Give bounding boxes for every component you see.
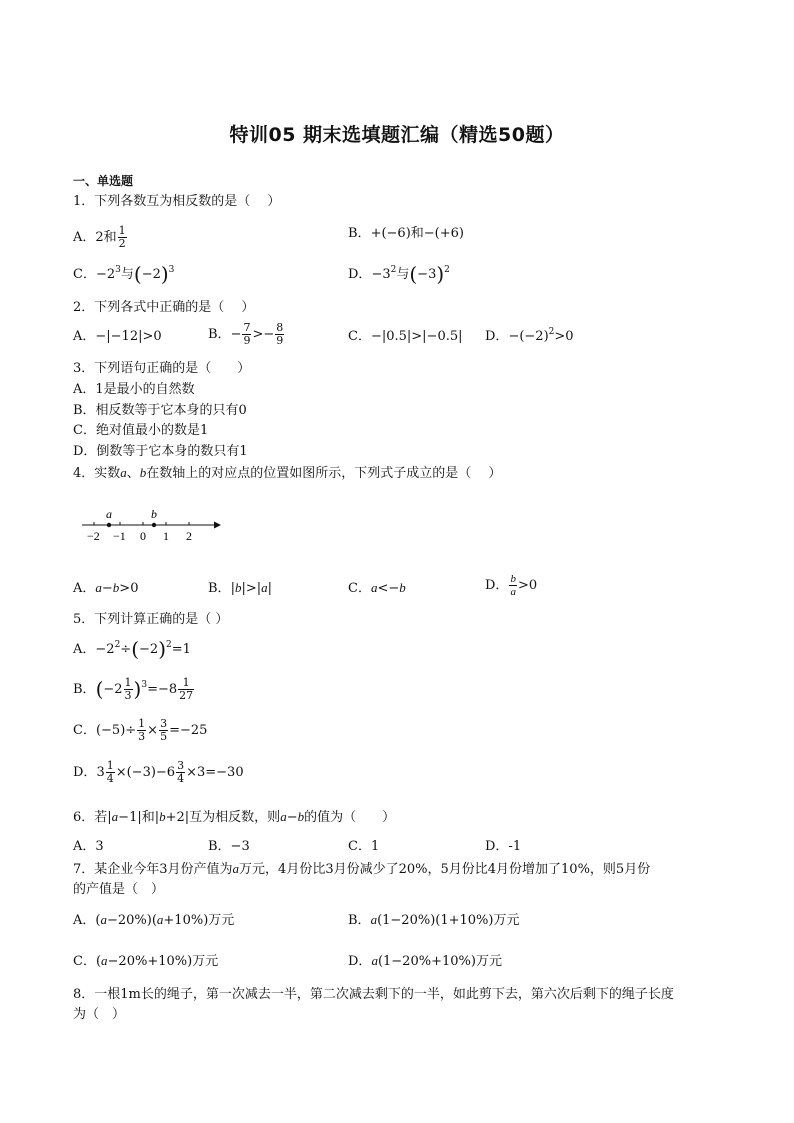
tick-label-neg2: −2 (87, 529, 100, 543)
q1-stem: 1．下列各数互为相反数的是（ ） (73, 194, 281, 209)
q7-option-d[interactable]: D．a(1−20%+10%)万元 (348, 953, 502, 969)
q7-option-c[interactable]: C．(a−20%+10%)万元 (73, 953, 219, 969)
q6-stem: 6．若|a−1|和|b+2|互为相反数，则a−b的值为（ ） (73, 809, 396, 825)
q1-option-d[interactable]: D．$-3^2$与$(-3)^2$ (348, 262, 450, 286)
q2-option-c[interactable]: C．−|0.5|>|−0.5| (348, 329, 463, 344)
q8-stem-line1: 8．一根1m长的绳子，第一次减去一半，第二次减去剩下的一半，如此剪下去，第六次后剩下的绳子长度 (73, 987, 674, 1002)
q6-option-c[interactable]: C．1 (348, 839, 380, 854)
q7-stem-line2: 的产值是（ ） (73, 882, 165, 897)
q5-option-b[interactable]: B．(−2 $\frac{1}{3}$ )$^3$=−8 $\frac{1}{27}$ (73, 676, 194, 702)
q3-option-d[interactable]: D．倒数等于它本身的数只有1 (73, 444, 248, 459)
q4-option-c[interactable]: C．a<−b (348, 580, 406, 596)
q4-option-d[interactable]: D． $\frac{b}{a}$ >0 (485, 573, 538, 598)
q6-option-a[interactable]: A．3 (73, 839, 104, 854)
q3-stem: 3．下列语句正确的是（ ） (73, 361, 251, 376)
q3-option-c[interactable]: C．绝对值最小的数是1 (73, 423, 209, 438)
q3-option-a[interactable]: A．1是最小的自然数 (73, 382, 195, 397)
q1-option-a[interactable]: A．2和 $\frac{1}{2}$ (73, 224, 126, 250)
q4-stem: 4．实数a、b在数轴上的对应点的位置如图所示，下列式子成立的是（ ） (73, 465, 502, 481)
q2-option-d[interactable]: D．$-(-2)^2>0$ (485, 327, 574, 344)
tick-label-1: 1 (163, 529, 169, 543)
q2-option-b[interactable]: B．− $\frac{7}{9}$ >− $\frac{8}{9}$ (208, 321, 284, 347)
q6-option-d[interactable]: D．-1 (485, 839, 522, 854)
label-point-a: a (106, 507, 112, 521)
q5-option-c[interactable]: C．(−5)÷ $\frac{1}{3}$ × $\frac{3}{5}$ =−25 (73, 717, 208, 743)
tick-label-2: 2 (186, 529, 192, 543)
q4-option-a[interactable]: A．a−b>0 (73, 580, 139, 596)
label-point-b: b (151, 507, 157, 521)
q5-option-d[interactable]: D．3 $\frac{1}{4}$ ×(−3)−6 $\frac{3}{4}$ ×3=−30 (73, 759, 244, 785)
point-b (152, 523, 156, 527)
q8-stem-line2: 为（ ） (73, 1007, 126, 1022)
q2-option-a[interactable]: A．−|−12|>0 (73, 329, 162, 344)
q5-option-a[interactable]: A．$-2^2\div(-2)^2=1$ (73, 637, 191, 661)
q7-option-b[interactable]: B．a(1−20%)(1+10%)万元 (348, 912, 520, 928)
q7-stem-line1: 7．某企业今年3月份产值为a万元，4月份比3月份减少了20%，5月份比4月份增加了10%，则5月份 (73, 861, 651, 877)
q3-option-b[interactable]: B．相反数等于它本身的只有0 (73, 403, 247, 418)
tick-label-neg1: −1 (113, 529, 126, 543)
q1-option-c[interactable]: C．$-2^3$与$(-2)^3$ (73, 262, 175, 286)
point-a (107, 523, 111, 527)
q7-option-a[interactable]: A．(a−20%)(a+10%)万元 (73, 912, 235, 928)
tick-label-0: 0 (140, 529, 146, 543)
q4-option-b[interactable]: B．|b|>|a| (208, 580, 272, 596)
q6-option-b[interactable]: B．−3 (208, 839, 250, 854)
q2-stem: 2．下列各式中正确的是（ ） (73, 300, 255, 315)
q1-option-b[interactable]: B．+(−6)和−(+6) (348, 226, 464, 241)
section-heading: 一、单选题 (73, 174, 134, 188)
q5-stem: 5．下列计算正确的是（ ） (73, 612, 229, 627)
number-line-arrow (214, 522, 221, 529)
number-line-figure (80, 505, 230, 547)
page-title: 特训05 期末选填题汇编（精选50题） (229, 124, 565, 146)
